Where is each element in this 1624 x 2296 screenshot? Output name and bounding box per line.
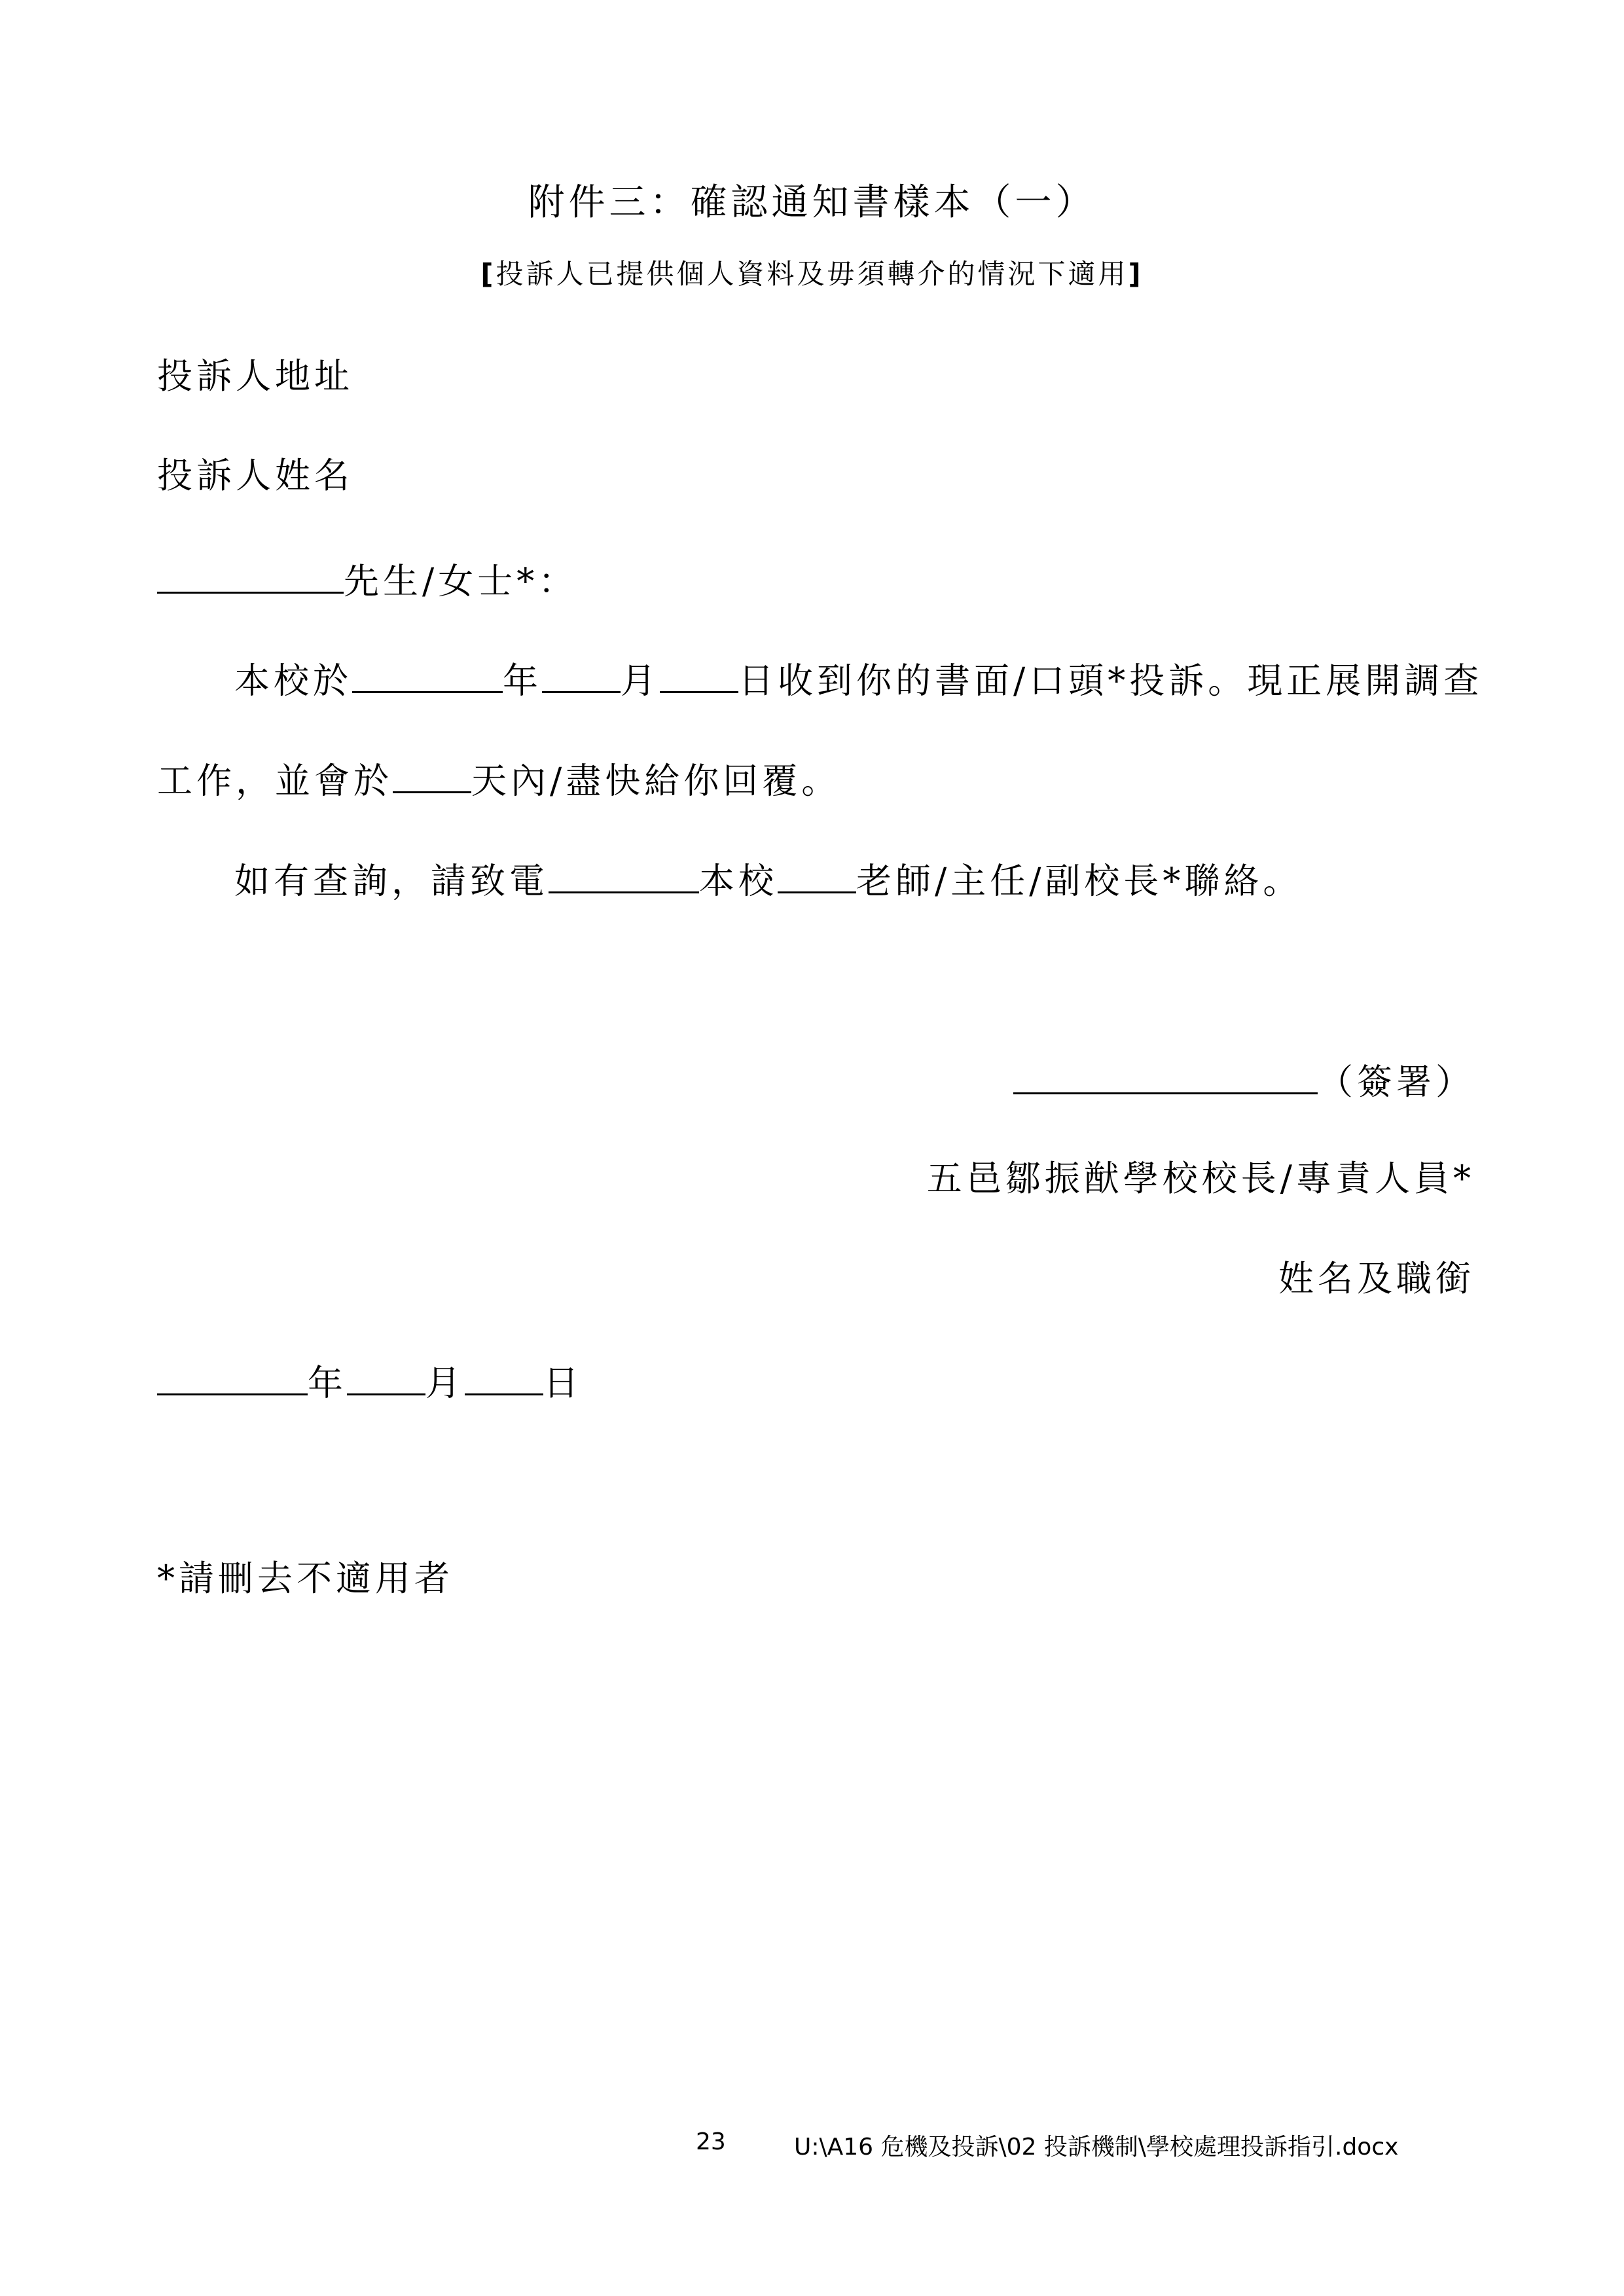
document-subtitle xyxy=(0,260,1624,288)
deletion-note: *請刪去不適用者 xyxy=(157,1558,454,1599)
paragraph1-line2 xyxy=(157,759,841,802)
receive-month-blank[interactable] xyxy=(542,659,621,693)
paragraph1-line2-suffix: 天內/盡快給你回覆。 xyxy=(471,760,841,802)
salutation-line xyxy=(157,560,577,600)
paragraph1-day: 日收到你的書面/口頭*投訴。現正展開調查 xyxy=(738,660,1483,702)
paragraph1-year: 年 xyxy=(503,660,542,702)
date-month-blank[interactable] xyxy=(347,1361,425,1395)
paragraph2-suffix: 老師/主任/副校長*聯絡。 xyxy=(856,860,1303,902)
subtitle-open-bracket: [ xyxy=(480,258,496,290)
date-day-blank[interactable] xyxy=(465,1361,543,1395)
signature-name-title: 姓名及職銜 xyxy=(1278,1258,1475,1299)
receive-year-blank[interactable] xyxy=(352,659,503,693)
paragraph1-line1 xyxy=(234,659,1483,702)
date-year-label: 年 xyxy=(308,1362,347,1404)
signature-blank[interactable] xyxy=(1013,1060,1318,1094)
paragraph2-middle: 本校 xyxy=(699,860,778,902)
subtitle-close-bracket: ] xyxy=(1128,258,1144,290)
footer-file-path: U:\A16 危機及投訴\02 投訴機制\學校處理投訴指引.docx xyxy=(794,2134,1399,2161)
signature-label: （簽署） xyxy=(1318,1061,1475,1103)
paragraph1-line2-prefix: 工作，並會於 xyxy=(157,760,393,802)
complainant-name-label: 投訴人姓名 xyxy=(157,455,353,496)
salutation-text: 先生/女士*： xyxy=(344,560,578,602)
receive-day-blank[interactable] xyxy=(660,659,738,693)
date-month-label: 月 xyxy=(425,1362,465,1404)
date-year-blank[interactable] xyxy=(157,1361,308,1395)
paragraph2-line xyxy=(234,859,1303,902)
document-title: 附件三：確認通知書樣本（一） xyxy=(528,181,1096,224)
paragraph2-prefix: 如有查詢，請致電 xyxy=(234,860,549,902)
date-line xyxy=(157,1361,583,1404)
name-blank[interactable] xyxy=(157,560,344,594)
signature-line xyxy=(1013,1060,1475,1103)
signature-school-line: 五邑鄒振猷學校校長/專責人員* xyxy=(926,1158,1475,1199)
complainant-address-label: 投訴人地址 xyxy=(157,355,353,397)
teacher-name-blank[interactable] xyxy=(778,859,856,893)
date-day-label: 日 xyxy=(543,1362,583,1404)
reply-days-blank[interactable] xyxy=(393,759,471,793)
phone-blank[interactable] xyxy=(549,859,699,893)
paragraph1-prefix: 本校於 xyxy=(234,660,352,702)
subtitle-text: 投訴人已提供個人資料及毋須轉介的情況下適用 xyxy=(496,258,1128,290)
footer-page-number: 23 xyxy=(696,2128,726,2155)
paragraph1-month: 月 xyxy=(621,660,660,702)
